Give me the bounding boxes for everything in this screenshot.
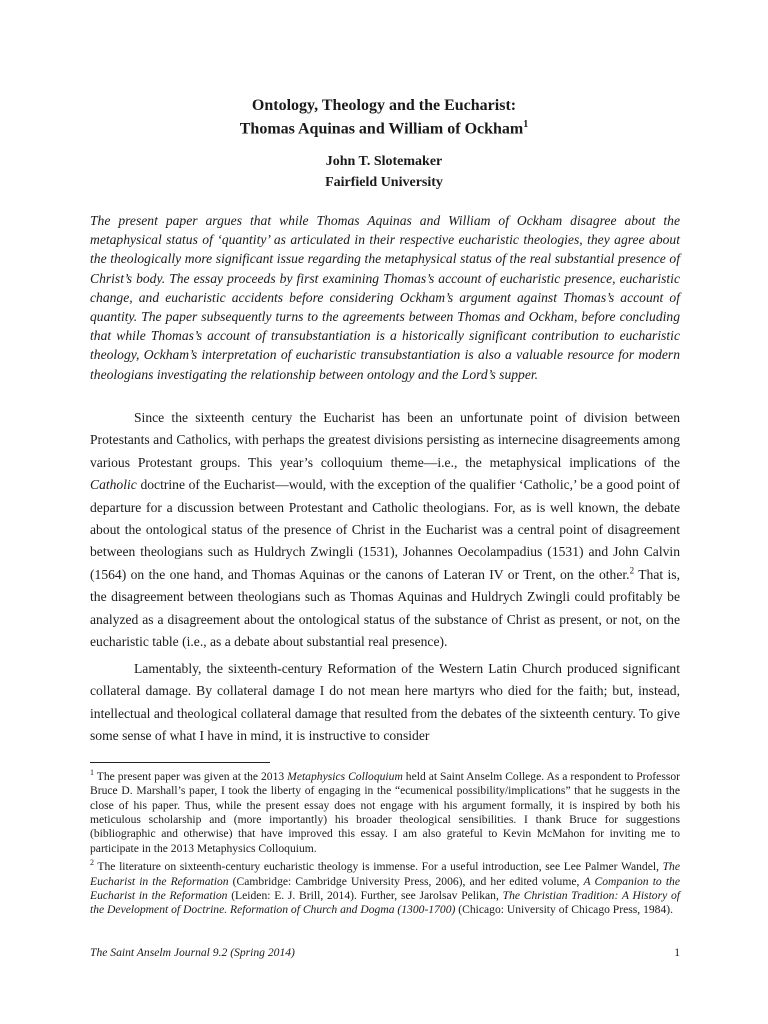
author-affiliation: Fairfield University xyxy=(325,175,443,190)
body-paragraph-2: Lamentably, the sixteenth-century Reformation of the Western Latin Church produced significant collateral damage. By collateral damage I do not mean here martyrs who died for the faith; but, instead, intellectual and theological collateral damage that resulted from the debates of the sixteenth century. To give some sense of what I have in mind, it is instructive to consider xyxy=(90,661,680,744)
page-number: 1 xyxy=(674,946,680,959)
abstract-text: The present paper argues that while Thomas Aquinas and William of Ockham disagree about the metaphysical status of ‘quantity’ as articulated in their respective eucharistic theologies, they agree about the theologically more significant issue regarding the metaphysical status of the real substantial presence of Christ’s body. The essay proceeds by first examining Thomas’s account of eucharistic presence, eucharistic change, and eucharistic accidents before considering Ockham’s argument against Thomas’s account of quantity. The paper subsequently turns to the agreements between Thomas and Ockham, before concluding that while Thomas’s account of transubstantiation is a historically significant contribution to eucharistic theology, Ockham’s interpretation of eucharistic transubstantiation is also a valuable resource for modern theologians investigating the relationship between ontology and the Lord’s supper. xyxy=(90,213,680,382)
footnote-1: $^1$ The present paper was given at the 2013 Metaphysics Colloquium held at Saint Anselm College. As a respondent to Professor Bruce D. Marshall’s paper, I took the liberty of engaging in the “ecumenical possibility/implications” that he suggests in the close of his paper. Thus, while the present essay does not engage with his argument formally, it is inspired by both his meticulous scholarship and (more importantly) his broader theological sensibilities. I thank Bruce for suggestions (bibliographic and otherwise) that have improved this essay. I am also grateful to Kevin McMahon for inviting me to participate in the 2013 Metaphysics Colloquium. xyxy=(90,768,681,855)
paper-title-line-1: Ontology, Theology and the Eucharist: xyxy=(251,97,517,114)
abstract xyxy=(90,211,680,384)
footnotes xyxy=(90,766,680,918)
footnote-ref-2: 2 xyxy=(629,565,635,576)
paper-title-line-2: Thomas Aquinas and William of Ockham$^1$ xyxy=(239,119,529,138)
footnote-divider xyxy=(90,762,270,763)
journal-citation: The Saint Anselm Journal 9.2 (Spring 2014) xyxy=(90,946,295,959)
body-paragraph-1: Since the sixteenth century the Eucharist has been an unfortunate point of division between Protestants and Catholics, with perhaps the greatest divisions persisting as internecine disagreements among various Protestant groups. This year’s colloquium theme—i.e., the metaphysical implications of the Catholic doctrine of the Eucharist—would, with the exception of the qualifier ‘Catholic,’ be a good point of departure for a discussion between Protestant and Catholic theologians. For, as is well known, the debate about the ontological status of the presence of Christ in the Eucharist was a central point of disagreement between theologians such as Huldrych Zwingli (1531), Johannes Oecolampadius (1531) and John Calvin (1564) on the one hand, and Thomas Aquinas or the canons of Lateran IV or Trent, on the other.$^2$ That is, the disagreement between theologians such as Thomas Aquinas and Huldrych Zwingli could profitably be analyzed as a disagreement about the ontological status of the substance of Christ as present, or not, on the eucharistic table (i.e., as a debate about substantial real presence). xyxy=(90,410,680,650)
footnote-2: $^2$ The literature on sixteenth-century eucharistic theology is immense. For a useful introduction, see Lee Palmer Wandel, The Eucharist in the Reformation (Cambridge: Cambridge University Press, 2006), and her edited volume, A Companion to the Eucharist in the Reformation (Leiden: E. J. Brill, 2014). Further, see Jarolsav Pelikan, The Christian Tradition: A History of the Development of Doctrine. Reformation of Church and Dogma (1300-1700) (Chicago: University of Chicago Press, 1984). xyxy=(90,858,681,917)
footnote-ref-1: 1 xyxy=(523,119,529,130)
author-name: John T. Slotemaker xyxy=(325,154,443,169)
